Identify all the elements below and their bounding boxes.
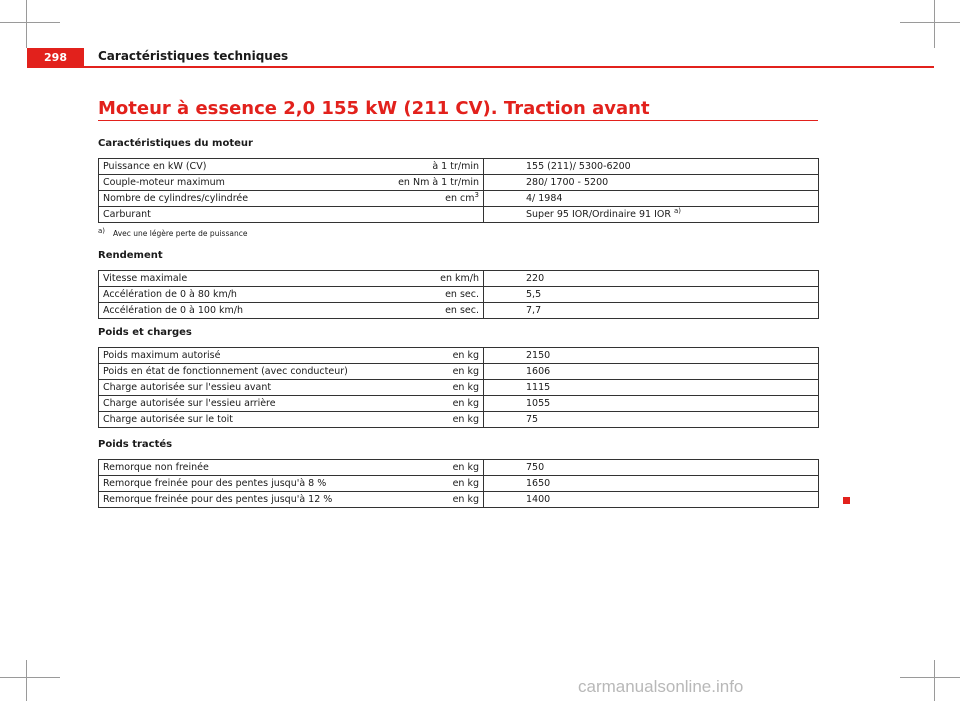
unit-superscript: 3 xyxy=(474,190,479,199)
table-row xyxy=(99,159,819,175)
crop-mark xyxy=(0,22,60,23)
crop-mark xyxy=(900,677,960,678)
row-unit: en kg xyxy=(372,476,484,492)
row-value: 280/ 1700 - 5200 xyxy=(484,175,819,191)
unit-text: en cm xyxy=(445,193,475,204)
value-text: Super 95 IOR/Ordinaire 91 IOR xyxy=(526,209,671,220)
table-row xyxy=(99,380,819,396)
row-value: 1400 xyxy=(484,492,819,508)
row-label: Poids en état de fonctionnement (avec conducteur) xyxy=(99,364,373,380)
row-value: 750 xyxy=(484,460,819,476)
row-unit: en kg xyxy=(372,460,484,476)
engine-table xyxy=(98,158,819,223)
row-value: 1650 xyxy=(484,476,819,492)
section-title: Caractéristiques du moteur xyxy=(98,138,253,149)
row-value: 220 xyxy=(484,271,819,287)
row-unit: en kg xyxy=(372,364,484,380)
row-value: 4/ 1984 xyxy=(484,191,819,207)
row-label: Accélération de 0 à 100 km/h xyxy=(99,303,373,319)
row-label: Poids maximum autorisé xyxy=(99,348,373,364)
table-row xyxy=(99,460,819,476)
table-row xyxy=(99,191,819,207)
table-row xyxy=(99,175,819,191)
row-unit: en kg xyxy=(372,412,484,428)
section-title: Poids et charges xyxy=(98,327,192,338)
row-label: Nombre de cylindres/cylindrée xyxy=(99,191,373,207)
header-rule xyxy=(27,66,934,68)
header-title: Caractéristiques techniques xyxy=(98,49,289,63)
row-unit: à 1 tr/min xyxy=(372,159,484,175)
row-unit: en sec. xyxy=(372,303,484,319)
row-value: 1115 xyxy=(484,380,819,396)
table-row xyxy=(99,492,819,508)
row-unit xyxy=(372,191,484,207)
row-value xyxy=(484,207,819,223)
row-label: Remorque freinée pour des pentes jusqu'à 12 % xyxy=(99,492,373,508)
row-unit: en kg xyxy=(372,492,484,508)
row-value: 1055 xyxy=(484,396,819,412)
row-label: Remorque non freinée xyxy=(99,460,373,476)
table-row xyxy=(99,364,819,380)
footnote xyxy=(98,226,819,238)
row-label: Charge autorisée sur l'essieu avant xyxy=(99,380,373,396)
section-end-marker xyxy=(843,497,850,504)
table-row xyxy=(99,287,819,303)
table-row xyxy=(99,271,819,287)
row-unit: en kg xyxy=(372,396,484,412)
row-label: Charge autorisée sur le toit xyxy=(99,412,373,428)
engine-section xyxy=(98,138,819,238)
section-title: Rendement xyxy=(98,250,163,261)
table-row xyxy=(99,348,819,364)
row-label: Carburant xyxy=(99,207,373,223)
row-label: Puissance en kW (CV) xyxy=(99,159,373,175)
footnote-mark: a) xyxy=(98,226,106,235)
title-rule xyxy=(98,120,818,121)
towing-section xyxy=(98,439,819,508)
crop-mark xyxy=(0,677,60,678)
table-row xyxy=(99,476,819,492)
table-row xyxy=(99,396,819,412)
row-label: Remorque freinée pour des pentes jusqu'à 8 % xyxy=(99,476,373,492)
crop-mark xyxy=(26,0,27,48)
page-title: Moteur à essence 2,0 155 kW (211 CV). Traction avant xyxy=(98,98,650,119)
crop-mark xyxy=(26,660,27,701)
table-row xyxy=(99,303,819,319)
table-row xyxy=(99,207,819,223)
row-unit: en sec. xyxy=(372,287,484,303)
row-value: 2150 xyxy=(484,348,819,364)
footnote-ref: a) xyxy=(674,206,682,215)
page-number: 298 xyxy=(27,48,84,66)
row-label: Charge autorisée sur l'essieu arrière xyxy=(99,396,373,412)
row-label: Accélération de 0 à 80 km/h xyxy=(99,287,373,303)
crop-mark xyxy=(900,22,960,23)
row-value: 7,7 xyxy=(484,303,819,319)
row-value: 5,5 xyxy=(484,287,819,303)
row-label: Vitesse maximale xyxy=(99,271,373,287)
row-unit: en kg xyxy=(372,348,484,364)
weights-section xyxy=(98,327,819,428)
table-row xyxy=(99,412,819,428)
crop-mark xyxy=(934,660,935,701)
row-label: Couple-moteur maximum xyxy=(99,175,373,191)
towing-table xyxy=(98,459,819,508)
row-unit: en kg xyxy=(372,380,484,396)
row-unit: en Nm à 1 tr/min xyxy=(372,175,484,191)
row-value: 75 xyxy=(484,412,819,428)
watermark: carmanualsonline.info xyxy=(578,677,744,696)
performance-section xyxy=(98,250,819,319)
row-unit xyxy=(372,207,484,223)
row-value: 1606 xyxy=(484,364,819,380)
weights-table xyxy=(98,347,819,428)
crop-mark xyxy=(934,0,935,48)
section-title: Poids tractés xyxy=(98,439,173,450)
row-value: 155 (211)/ 5300-6200 xyxy=(484,159,819,175)
row-unit: en km/h xyxy=(372,271,484,287)
footnote-text: Avec une légère perte de puissance xyxy=(113,229,248,238)
performance-table xyxy=(98,270,819,319)
